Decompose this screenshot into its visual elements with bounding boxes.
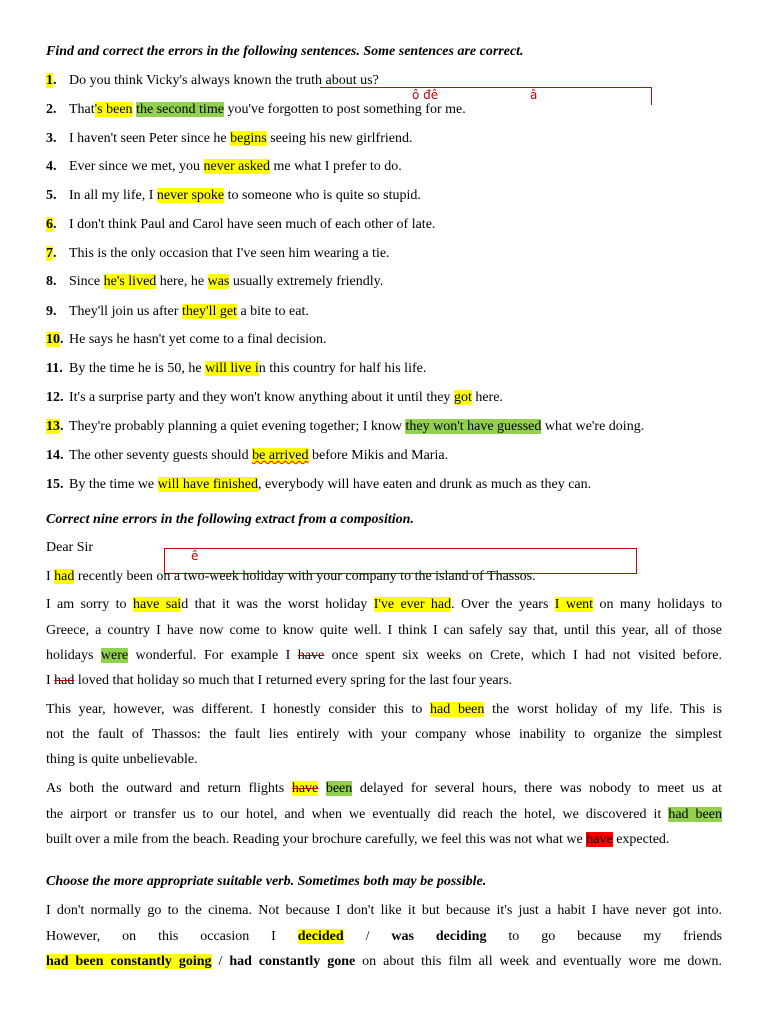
item-number: 1. xyxy=(46,73,57,88)
item-number: 12. xyxy=(46,390,64,405)
highlighted-phrase: got xyxy=(453,390,472,405)
struck-word: have xyxy=(297,648,325,663)
text-run: I xyxy=(46,673,55,688)
text-run: I don't normally go to the cinema. Not because I don't like it but because it's just a habit I have never got into. xyxy=(46,903,722,918)
sentence-item xyxy=(46,302,722,322)
sentence-item xyxy=(46,215,722,235)
item-number: 4. xyxy=(46,159,57,174)
text-run: a bite to eat. xyxy=(236,304,309,319)
text-run: Greece, a country I have now come to know quite well. I think I can safely say that, until this year, all of those xyxy=(46,623,722,638)
text-run: once spent six weeks on Crete, which I had not visited before. xyxy=(324,648,722,663)
text-run: n this country for half his life. xyxy=(258,361,427,376)
composition-line xyxy=(46,779,722,799)
highlighted-phrase: they won't have guessed xyxy=(405,419,542,434)
text-run: It's a surprise party and they won't know anything about it until they xyxy=(69,390,454,405)
text-run xyxy=(318,781,326,796)
text-run: built over a mile from the beach. Reading your brochure carefully, we feel this was not what we xyxy=(46,832,587,847)
composition-line xyxy=(46,750,722,770)
text-run: I haven't seen Peter since he xyxy=(69,131,231,146)
highlighted-phrase: never asked xyxy=(203,159,270,174)
highlighted-phrase: I went xyxy=(554,597,594,612)
item-number: 9. xyxy=(46,304,57,319)
sentence-item xyxy=(46,330,722,350)
text-run: recently been on a two-week holiday with your company to the island of Thassos. xyxy=(74,569,536,584)
text-run: you've forgotten to post something for me. xyxy=(223,102,466,117)
text-run: However, on this occasion I xyxy=(46,929,298,944)
text-run: He says he hasn't yet come to a final decision. xyxy=(69,332,327,347)
sentence-item xyxy=(46,475,722,495)
text-run: was deciding xyxy=(391,929,487,944)
verb-choice-line xyxy=(46,952,722,972)
highlighted-phrase: the second time xyxy=(136,102,224,117)
highlighted-phrase: had xyxy=(54,569,75,584)
text-run: Do you think Vicky's always known the truth about us? xyxy=(69,73,379,88)
composition-line xyxy=(46,595,722,615)
text-run: delayed for several hours, there was nobody to meet us at xyxy=(352,781,722,796)
item-number: 15. xyxy=(46,477,64,492)
item-number: 10. xyxy=(46,332,64,347)
text-run: the airport or transfer us to our hotel, and when we eventually did reach the hotel, we discovered it xyxy=(46,807,669,822)
highlighted-phrase: were xyxy=(100,648,129,663)
highlighted-phrase: had been xyxy=(430,702,485,717)
highlighted-phrase: never spoke xyxy=(156,188,225,203)
text-run: Ever since we met, you xyxy=(69,159,204,174)
text-run: usually extremely friendly. xyxy=(229,274,384,289)
text-run: They'll join us after xyxy=(69,304,182,319)
text-run: to go because my friends xyxy=(486,929,723,944)
annotation-text-2: â xyxy=(530,88,538,102)
sentence-item xyxy=(46,417,722,437)
item-number: 7. xyxy=(46,246,57,261)
highlighted-phrase: I've ever had xyxy=(373,597,452,612)
item-number: 8. xyxy=(46,274,57,289)
annotation-text-1: ô đê xyxy=(412,88,439,102)
sentence-item xyxy=(46,71,722,91)
text-run: seeing his new girlfriend. xyxy=(266,131,413,146)
text-run: Since xyxy=(69,274,104,289)
composition-line xyxy=(46,567,722,587)
sentence-item xyxy=(46,388,722,408)
text-run: That xyxy=(69,102,95,117)
text-run: wonderful. For example I xyxy=(128,648,298,663)
item-number: 2. xyxy=(46,102,57,117)
text-run: on many holidays to xyxy=(593,597,722,612)
highlighted-phrase: will have finished xyxy=(157,477,258,492)
text-run: / xyxy=(211,954,230,969)
highlighted-phrase: have sai xyxy=(132,597,182,612)
text-run: / xyxy=(343,929,392,944)
struck-word: had xyxy=(54,673,75,688)
text-run: By the time he is 50, he xyxy=(69,361,206,376)
text-run: This is the only occasion that I've seen him wearing a tie. xyxy=(69,246,390,261)
text-run: By the time we xyxy=(69,477,158,492)
composition-line xyxy=(46,700,722,720)
highlighted-phrase: 's been xyxy=(94,102,133,117)
highlighted-phrase: have xyxy=(291,781,319,796)
item-number: 14. xyxy=(46,448,64,463)
composition-line xyxy=(46,671,722,691)
composition-line xyxy=(46,805,722,825)
highlighted-phrase: had been xyxy=(668,807,722,822)
item-number: 5. xyxy=(46,188,57,203)
highlighted-phrase: they'll get xyxy=(181,304,237,319)
sentence-item xyxy=(46,446,722,466)
text-run: . Over the years xyxy=(451,597,555,612)
text-run: As both the outward and return flights xyxy=(46,781,292,796)
highlighted-phrase: be arrived xyxy=(252,448,309,463)
verb-choice-line xyxy=(46,927,722,947)
text-run: I am sorry to xyxy=(46,597,133,612)
text-run: The other seventy guests should xyxy=(69,448,253,463)
highlighted-phrase: was xyxy=(207,274,230,289)
item-number: 13. xyxy=(46,419,64,434)
text-run: not the fault of Thassos: the fault lies entirely with your company whose inability to organize the simplest xyxy=(46,727,722,742)
composition-line xyxy=(46,646,722,666)
text-run: They're probably planning a quiet evening together; I know xyxy=(69,419,406,434)
text-run: had constantly gone xyxy=(229,954,356,969)
sentence-item xyxy=(46,186,722,206)
text-run: holidays xyxy=(46,648,101,663)
highlighted-phrase: had been constantly going xyxy=(46,954,212,969)
highlighted-phrase: begins xyxy=(230,131,267,146)
text-run: to someone who is quite so stupid. xyxy=(224,188,421,203)
text-run: the worst holiday of my life. This is xyxy=(484,702,722,717)
sentence-item xyxy=(46,129,722,149)
sentence-item xyxy=(46,100,722,120)
item-number: 3. xyxy=(46,131,57,146)
highlighted-phrase: have xyxy=(586,832,613,847)
highlighted-phrase: he's lived xyxy=(103,274,157,289)
text-run: d that it was the worst holiday xyxy=(181,597,374,612)
sentence-item xyxy=(46,359,722,379)
composition-line xyxy=(46,621,722,641)
sentence-item xyxy=(46,272,722,292)
item-number: 6. xyxy=(46,217,57,232)
sentence-item xyxy=(46,244,722,264)
text-run: loved that holiday so much that I returned every spring for the last four years. xyxy=(74,673,513,688)
text-run: here. xyxy=(471,390,503,405)
text-run: on about this film all week and eventually wore me down. xyxy=(355,954,722,969)
section2-heading: Correct nine errors in the following extract from a composition. xyxy=(46,512,414,527)
text-run: here, he xyxy=(156,274,208,289)
text-run: expected. xyxy=(612,832,670,847)
text-run: , everybody will have eaten and drunk as much as they can. xyxy=(257,477,592,492)
text-run: I xyxy=(46,569,55,584)
text-run: This year, however, was different. I honestly consider this to xyxy=(46,702,431,717)
composition-line xyxy=(46,830,722,850)
text-run: what we're doing. xyxy=(541,419,645,434)
text-run: before Mikis and Maria. xyxy=(308,448,449,463)
highlighted-phrase: decided xyxy=(297,929,344,944)
highlighted-phrase: been xyxy=(325,781,353,796)
annotation-text-3: ê xyxy=(191,549,199,563)
text-run: I don't think Paul and Carol have seen much of each other of late. xyxy=(69,217,436,232)
section3-heading: Choose the more appropriate suitable verb. Sometimes both may be possible. xyxy=(46,874,487,889)
verb-choice-line xyxy=(46,901,722,921)
salutation: Dear Sir xyxy=(46,540,94,555)
sentence-item xyxy=(46,157,722,177)
section1-heading: Find and correct the errors in the following sentences. Some sentences are correct. xyxy=(46,44,524,59)
highlighted-phrase: will live i xyxy=(205,361,259,376)
text-run: thing is quite unbelievable. xyxy=(46,752,198,767)
composition-line xyxy=(46,725,722,745)
text-run: me what I prefer to do. xyxy=(269,159,402,174)
text-run: In all my life, I xyxy=(69,188,157,203)
item-number: 11. xyxy=(46,361,63,376)
